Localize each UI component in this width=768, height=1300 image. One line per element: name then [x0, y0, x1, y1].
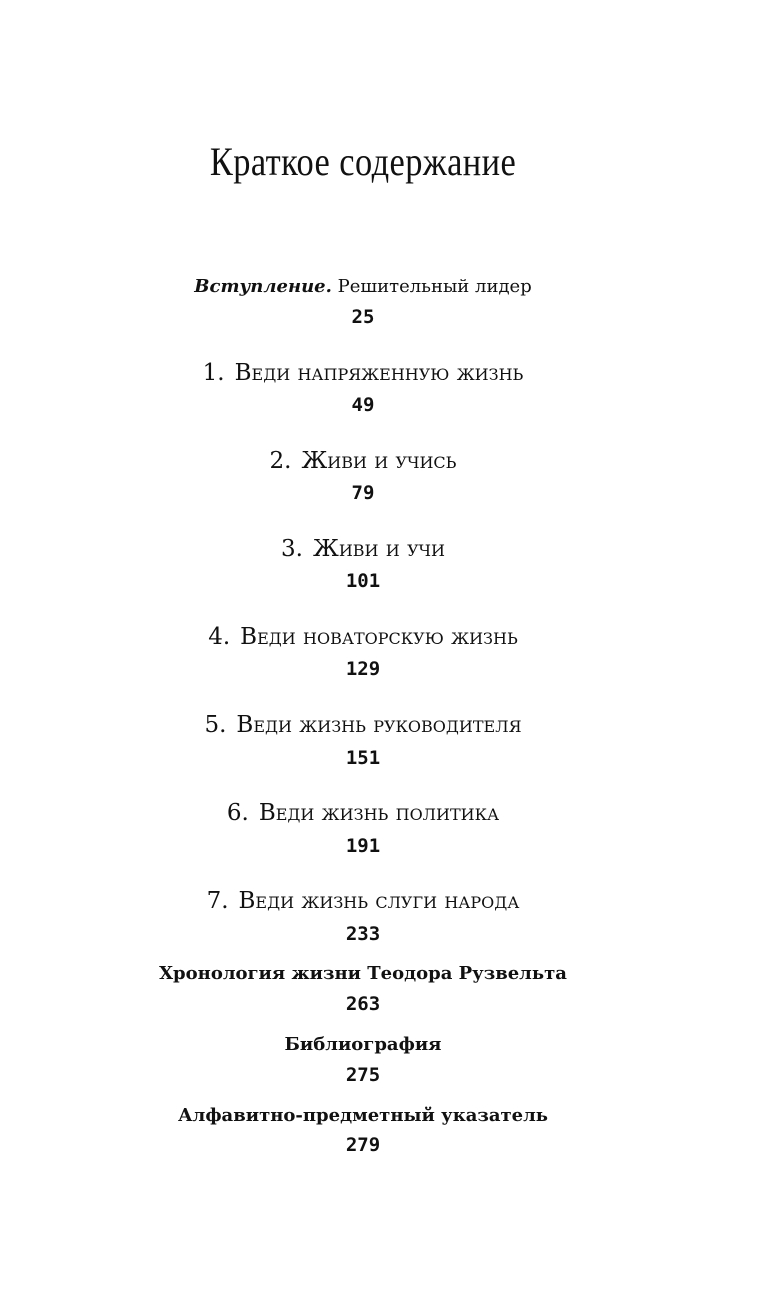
- toc-entry-intro[interactable]: [0, 276, 726, 297]
- toc-entry-chapter-7[interactable]: [0, 888, 726, 914]
- page-number: 191: [345, 835, 381, 857]
- chapter-title: Веди напряженную жизнь: [234, 360, 524, 386]
- toc-entry-chapter-4[interactable]: [0, 624, 726, 650]
- chapter-number: 5.: [204, 712, 227, 738]
- chapter-title: Веди жизнь политика: [258, 800, 500, 826]
- page-number: 49: [351, 394, 375, 416]
- page-number: 79: [351, 482, 375, 504]
- back-matter-title: Алфавитно-предметный указатель: [177, 1105, 549, 1126]
- chapter-title: Живи и учи: [312, 536, 445, 562]
- toc-entry-chapter-5[interactable]: [0, 712, 726, 738]
- chapter-number: 2.: [269, 448, 292, 474]
- chapter-title: Веди новаторскую жизнь: [240, 624, 518, 650]
- back-matter-title: Хронология жизни Теодора Рузвельта: [159, 963, 567, 984]
- chapter-number: 6.: [226, 800, 249, 826]
- page-title: Краткое содержание: [209, 139, 517, 184]
- intro-title: Решительный лидер: [337, 276, 532, 297]
- page-number: 101: [345, 570, 381, 592]
- toc-entry-chapter-6[interactable]: [0, 800, 726, 826]
- page-number: 263: [345, 993, 381, 1015]
- page-number: 129: [345, 658, 381, 680]
- chapter-title: Веди жизнь слуги народа: [238, 888, 520, 914]
- toc-entry-index[interactable]: [0, 1105, 726, 1126]
- chapter-title: Живи и учись: [301, 448, 457, 474]
- chapter-number: 7.: [206, 888, 229, 914]
- toc-entry-bibliography[interactable]: [0, 1034, 726, 1055]
- page-number: 279: [345, 1134, 381, 1156]
- chapter-title: Веди жизнь руководителя: [236, 712, 522, 738]
- toc-entry-chapter-1[interactable]: [0, 360, 726, 386]
- intro-label: Вступление.: [194, 276, 332, 297]
- toc-entry-chapter-2[interactable]: [0, 448, 726, 474]
- page-number: 275: [345, 1064, 381, 1086]
- back-matter-title: Библиография: [284, 1034, 442, 1055]
- page-number: 233: [345, 923, 381, 945]
- page-number: 151: [345, 747, 381, 769]
- chapter-number: 1.: [202, 360, 225, 386]
- toc-entry-chronology[interactable]: [0, 963, 726, 984]
- chapter-number: 4.: [208, 624, 231, 650]
- toc-entry-chapter-3[interactable]: [0, 536, 726, 562]
- chapter-number: 3.: [281, 536, 303, 562]
- page-number: 25: [351, 306, 375, 328]
